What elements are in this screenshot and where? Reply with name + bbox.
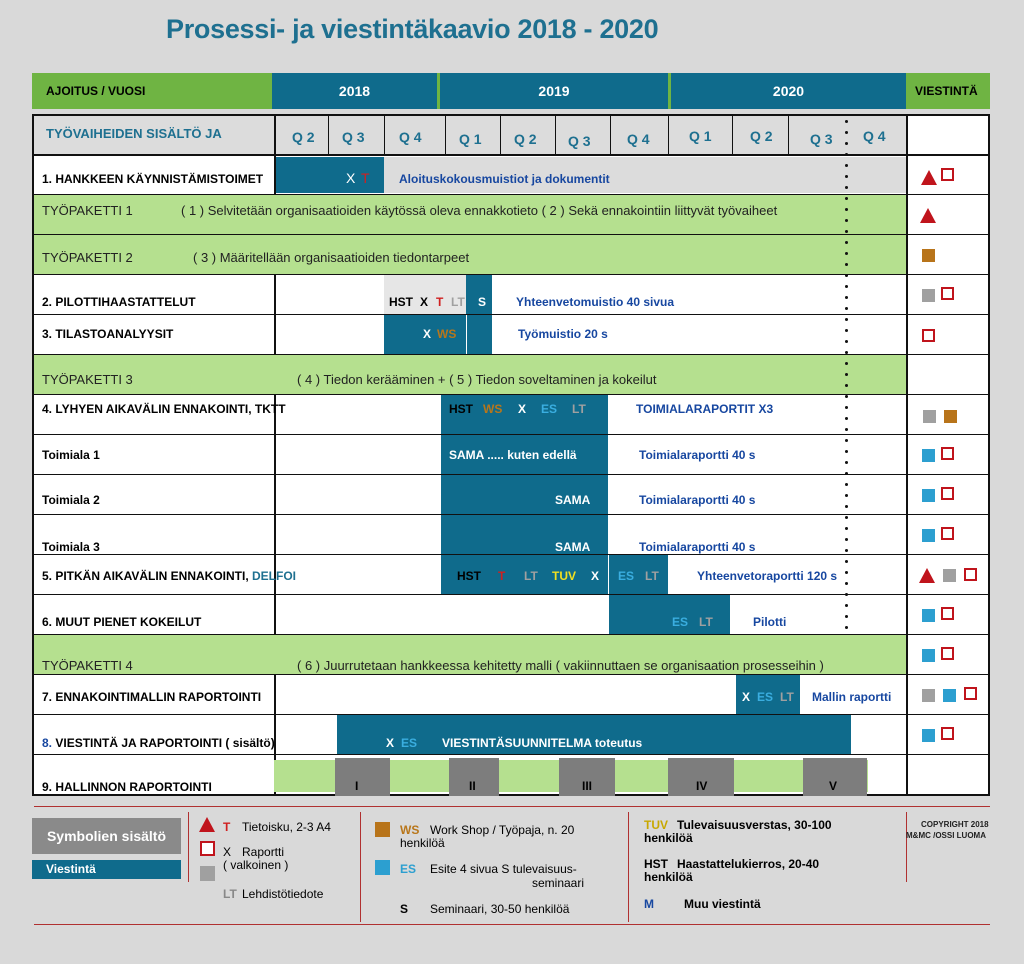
quarter-label: Q 2 bbox=[292, 129, 315, 145]
outline-square-icon bbox=[941, 607, 954, 620]
row-label: 9. HALLINNON RAPORTOINTI bbox=[42, 780, 212, 794]
grey-square-icon bbox=[923, 410, 936, 423]
triangle-icon bbox=[199, 817, 215, 832]
row-label: 4. LYHYEN AIKAVÄLIN ENNAKOINTI, TKTT bbox=[42, 402, 286, 416]
period-label: II bbox=[469, 779, 476, 793]
code-lt: LT bbox=[572, 402, 586, 416]
blue-square-icon bbox=[922, 609, 935, 622]
tick bbox=[384, 116, 385, 154]
marker-dot bbox=[845, 241, 848, 244]
marker-dot bbox=[845, 483, 848, 486]
blue-square-icon bbox=[943, 689, 956, 702]
legend-text: Seminaari, 30-50 henkilöä bbox=[430, 902, 570, 916]
marker-dot bbox=[845, 153, 848, 156]
year-label: 2020 bbox=[772, 83, 805, 99]
legend-text: Lehdistötiedote bbox=[242, 887, 324, 901]
legend-text: henkilöä bbox=[644, 831, 693, 845]
code-es: ES bbox=[618, 569, 635, 583]
tick bbox=[732, 116, 733, 154]
outline-square-icon bbox=[941, 487, 954, 500]
period-block bbox=[335, 758, 390, 796]
marker-dot bbox=[845, 131, 848, 134]
code-lt: LT bbox=[699, 615, 713, 629]
marker-dot bbox=[845, 549, 848, 552]
year-2019 bbox=[440, 73, 668, 109]
quarter-label: Q 2 bbox=[514, 131, 537, 147]
row-label bbox=[42, 569, 296, 583]
bar-text: SAMA ..... kuten edellä bbox=[449, 448, 577, 462]
quarter-label: Q 3 bbox=[810, 131, 833, 147]
bar-text: SAMA bbox=[555, 540, 591, 554]
row-line bbox=[34, 754, 988, 755]
marker-dot bbox=[845, 164, 848, 167]
code-lt: LT bbox=[645, 569, 659, 583]
legend-code: X bbox=[223, 845, 232, 859]
marker-dot bbox=[845, 516, 848, 519]
triangle-icon bbox=[920, 208, 936, 223]
marker-dot bbox=[845, 263, 848, 266]
legend-code: T bbox=[223, 820, 231, 834]
wp-text: ( 6 ) Juurrutetaan hankkeessa kehitetty malli ( vakiinnuttaen se organisaation prosesseihin ) bbox=[297, 658, 824, 673]
code-x: X bbox=[420, 295, 429, 309]
marker-dot bbox=[845, 538, 848, 541]
legend-divider bbox=[906, 812, 907, 882]
quarter-label: Q 3 bbox=[568, 133, 591, 149]
legend-comm-text: Viestintä bbox=[46, 862, 96, 876]
legend-code: WS bbox=[400, 823, 420, 837]
work-package-2 bbox=[34, 235, 906, 274]
period-label: IV bbox=[696, 779, 708, 793]
legend-title-text: Symbolien sisältö bbox=[46, 828, 167, 844]
brown-square-icon bbox=[375, 822, 390, 837]
marker-dot bbox=[845, 461, 848, 464]
legend-text: Tietoisku, 2-3 A4 bbox=[242, 820, 331, 834]
triangle-icon bbox=[919, 568, 935, 583]
marker-dot bbox=[845, 582, 848, 585]
outline-square-icon bbox=[941, 727, 954, 740]
code-es: ES bbox=[541, 402, 558, 416]
row-label-main: 5. PITKÄN AIKAVÄLIN ENNAKOINTI, bbox=[42, 569, 253, 583]
outline-square-icon bbox=[200, 841, 215, 856]
legend-code: LT bbox=[223, 887, 237, 901]
legend-divider bbox=[188, 812, 189, 882]
marker-dot bbox=[845, 120, 848, 123]
marker-dot bbox=[845, 252, 848, 255]
marker-dot bbox=[845, 395, 848, 398]
marker-dot bbox=[845, 274, 848, 277]
code-hst: HST bbox=[457, 569, 481, 583]
legend-text: seminaari bbox=[532, 876, 585, 890]
year-label: 2019 bbox=[538, 83, 570, 99]
copyright: COPYRIGHT 2018 bbox=[921, 820, 989, 829]
code-x: X bbox=[742, 690, 751, 704]
triangle-icon bbox=[921, 170, 937, 185]
legend-comm bbox=[32, 860, 181, 879]
row-line bbox=[34, 674, 988, 675]
code-ws: WS bbox=[437, 327, 457, 341]
legend-divider bbox=[360, 812, 361, 922]
page-title: Prosessi- ja viestintäkaavio 2018 - 2020 bbox=[166, 14, 659, 44]
marker-dot bbox=[845, 406, 848, 409]
marker-dot bbox=[845, 186, 848, 189]
blue-square-icon bbox=[922, 649, 935, 662]
quarter-label: Q 4 bbox=[863, 128, 886, 144]
code-x: X bbox=[423, 327, 432, 341]
row-label-delfoi: DELFOI bbox=[252, 569, 297, 583]
outline-square-icon bbox=[964, 687, 977, 700]
legend-text: Muu viestintä bbox=[684, 897, 761, 911]
marker-dot bbox=[845, 505, 848, 508]
tick bbox=[328, 116, 329, 154]
outline-square-icon bbox=[941, 168, 954, 181]
legend-text: henkilöä bbox=[644, 870, 693, 884]
code-t: T bbox=[361, 170, 370, 186]
marker-dot bbox=[845, 494, 848, 497]
row-label bbox=[42, 736, 275, 750]
content-label: TYÖVAIHEIDEN SISÄLTÖ JA bbox=[46, 126, 222, 141]
legend-bottom-line bbox=[34, 924, 990, 925]
marker-dot bbox=[845, 329, 848, 332]
wp-label: TYÖPAKETTI 4 bbox=[42, 658, 133, 673]
quarter-label: Q 1 bbox=[459, 131, 482, 147]
period-label: III bbox=[582, 779, 593, 793]
code-x: X bbox=[518, 402, 527, 416]
deliverable: Aloituskokousmuistiot ja dokumentit bbox=[399, 172, 610, 186]
outline-square-icon bbox=[964, 568, 977, 581]
code-es: ES bbox=[672, 615, 689, 629]
year-label: 2018 bbox=[338, 83, 371, 99]
row-label: 2. PILOTTIHAASTATTELUT bbox=[42, 295, 196, 309]
marker-dot bbox=[845, 230, 848, 233]
legend-code: M bbox=[644, 897, 654, 911]
row-label: 6. MUUT PIENET KOKEILUT bbox=[42, 615, 202, 629]
legend-text: Tulevaisuusverstas, 30-100 bbox=[677, 818, 832, 832]
outline-square-icon bbox=[922, 329, 935, 342]
legend-code: HST bbox=[644, 857, 668, 871]
marker-dot bbox=[845, 417, 848, 420]
deliverable: Toimialaraportti 40 s bbox=[639, 540, 756, 554]
tick bbox=[610, 116, 611, 154]
marker-dot bbox=[845, 615, 848, 618]
outline-square-icon bbox=[941, 647, 954, 660]
marker-dot bbox=[845, 197, 848, 200]
grey-square-icon bbox=[200, 866, 215, 881]
row-label: 7. ENNAKOINTIMALLIN RAPORTOINTI bbox=[42, 690, 262, 704]
row-label: Toimiala 3 bbox=[42, 540, 100, 554]
grey-square-icon bbox=[922, 289, 935, 302]
deliverable: VIESTINTÄSUUNNITELMA toteutus bbox=[442, 736, 643, 750]
timing-label: AJOITUS / VUOSI bbox=[46, 84, 146, 98]
period-label: V bbox=[829, 779, 838, 793]
marker-dot bbox=[845, 142, 848, 145]
timing-header bbox=[32, 73, 272, 109]
legend-code: S bbox=[400, 902, 409, 916]
legend-text: Esite 4 sivua S tulevaisuus- bbox=[430, 862, 577, 876]
year-2018 bbox=[272, 73, 437, 109]
blue-square-icon bbox=[375, 860, 390, 875]
tick bbox=[555, 116, 556, 154]
deliverable: Yhteenvetomuistio 40 sivua bbox=[516, 295, 675, 309]
marker-dot bbox=[845, 571, 848, 574]
code-t: T bbox=[436, 295, 444, 309]
code-x: X bbox=[346, 170, 356, 186]
wp-label: TYÖPAKETTI 3 bbox=[42, 372, 133, 387]
row-label: 3. TILASTOANALYYSIT bbox=[42, 327, 174, 341]
marker-dot bbox=[845, 604, 848, 607]
outline-square-icon bbox=[941, 287, 954, 300]
row-label: 1. HANKKEEN KÄYNNISTÄMISTOIMET bbox=[42, 172, 264, 186]
code-ws: WS bbox=[483, 402, 503, 416]
bar-text: SAMA bbox=[555, 493, 591, 507]
marker-dot bbox=[845, 472, 848, 475]
outline-square-icon bbox=[941, 447, 954, 460]
code-tuv: TUV bbox=[552, 569, 576, 583]
code-lt: LT bbox=[451, 295, 465, 309]
marker-dot bbox=[845, 439, 848, 442]
wp-text: ( 1 ) Selvitetään organisaatioiden käytössä oleva ennakkotieto ( 2 ) Sekä ennakointiin liittyvät työvaiheet bbox=[181, 203, 778, 218]
quarter-label: Q 4 bbox=[399, 129, 422, 145]
wp-text: ( 4 ) Tiedon kerääminen + ( 5 ) Tiedon soveltaminen ja kokeilut bbox=[297, 372, 657, 387]
code-t: T bbox=[498, 569, 506, 583]
legend-text: ( valkoinen ) bbox=[223, 858, 289, 872]
quarter-label: Q 4 bbox=[627, 131, 650, 147]
marker-dot bbox=[845, 296, 848, 299]
legend-divider bbox=[628, 812, 629, 922]
wp-text: ( 3 ) Määritellään organisaatioiden tiedontarpeet bbox=[193, 250, 470, 265]
blue-square-icon bbox=[922, 529, 935, 542]
deliverable: Työmuistio 20 s bbox=[518, 327, 608, 341]
row-label: Toimiala 1 bbox=[42, 448, 100, 462]
code-lt: LT bbox=[780, 690, 794, 704]
tick bbox=[445, 116, 446, 154]
wp-label: TYÖPAKETTI 2 bbox=[42, 250, 133, 265]
marker-dot bbox=[845, 593, 848, 596]
deliverable: TOIMIALARAPORTIT X3 bbox=[636, 402, 774, 416]
row-label-main: VIESTINTÄ JA RAPORTOINTI ( sisältö) bbox=[52, 736, 275, 750]
outline-square-icon bbox=[941, 527, 954, 540]
legend-text: henkilöä bbox=[400, 836, 445, 850]
code-hst: HST bbox=[449, 402, 473, 416]
marker-dot bbox=[845, 340, 848, 343]
legend-text: Haastattelukierros, 20-40 bbox=[677, 857, 820, 871]
comm-header bbox=[906, 73, 990, 109]
marker-dot bbox=[845, 307, 848, 310]
blue-square-icon bbox=[922, 729, 935, 742]
grey-square-icon bbox=[943, 569, 956, 582]
legend-text: Work Shop / Työpaja, n. 20 bbox=[430, 823, 575, 837]
quarter-label: Q 1 bbox=[689, 128, 712, 144]
col-line bbox=[906, 116, 908, 794]
legend-top-line bbox=[34, 806, 990, 807]
code-x: X bbox=[591, 569, 600, 583]
code-hst: HST bbox=[389, 295, 413, 309]
row-label: Toimiala 2 bbox=[42, 493, 100, 507]
legend-text: Raportti bbox=[242, 845, 285, 859]
legend-title bbox=[32, 818, 181, 854]
marker-dot bbox=[845, 175, 848, 178]
marker-dot bbox=[845, 219, 848, 222]
tick bbox=[668, 116, 669, 154]
copyright: M&MC /OSSI LUOMA bbox=[906, 831, 986, 840]
deliverable: Toimialaraportti 40 s bbox=[639, 493, 756, 507]
marker-dot bbox=[845, 560, 848, 563]
timeline-bar bbox=[467, 315, 492, 354]
marker-dot bbox=[845, 527, 848, 530]
comm-label: VIESTINTÄ bbox=[915, 84, 978, 98]
brown-square-icon bbox=[922, 249, 935, 262]
marker-dot bbox=[845, 373, 848, 376]
year-2020 bbox=[671, 73, 906, 109]
quarter-label: Q 3 bbox=[342, 129, 365, 145]
marker-dot bbox=[845, 285, 848, 288]
deliverable: Yhteenvetoraportti 120 s bbox=[697, 569, 838, 583]
marker-dot bbox=[845, 208, 848, 211]
blue-square-icon bbox=[922, 489, 935, 502]
code-lt: LT bbox=[524, 569, 538, 583]
code-x: X bbox=[386, 736, 395, 750]
marker-dot bbox=[845, 362, 848, 365]
blue-square-icon bbox=[922, 449, 935, 462]
legend-code: ES bbox=[400, 862, 417, 876]
marker-dot bbox=[845, 428, 848, 431]
marker-dot bbox=[845, 384, 848, 387]
deliverable: Toimialaraportti 40 s bbox=[639, 448, 756, 462]
marker-dot bbox=[845, 450, 848, 453]
quarter-label: Q 2 bbox=[750, 128, 773, 144]
marker-dot bbox=[845, 351, 848, 354]
code-es: ES bbox=[401, 736, 418, 750]
brown-square-icon bbox=[944, 410, 957, 423]
tick bbox=[500, 116, 501, 154]
tick bbox=[788, 116, 789, 154]
wp-label: TYÖPAKETTI 1 bbox=[42, 203, 133, 218]
row-number: 8. bbox=[42, 736, 53, 750]
row-line bbox=[34, 314, 988, 315]
period-label: I bbox=[355, 779, 359, 793]
marker-dot bbox=[845, 626, 848, 629]
deliverable: Mallin raportti bbox=[812, 690, 892, 704]
code-es: ES bbox=[757, 690, 774, 704]
marker-dot bbox=[845, 318, 848, 321]
deliverable: Pilotti bbox=[753, 615, 787, 629]
legend-code: TUV bbox=[644, 818, 668, 832]
code-s: S bbox=[478, 295, 487, 309]
grey-square-icon bbox=[922, 689, 935, 702]
